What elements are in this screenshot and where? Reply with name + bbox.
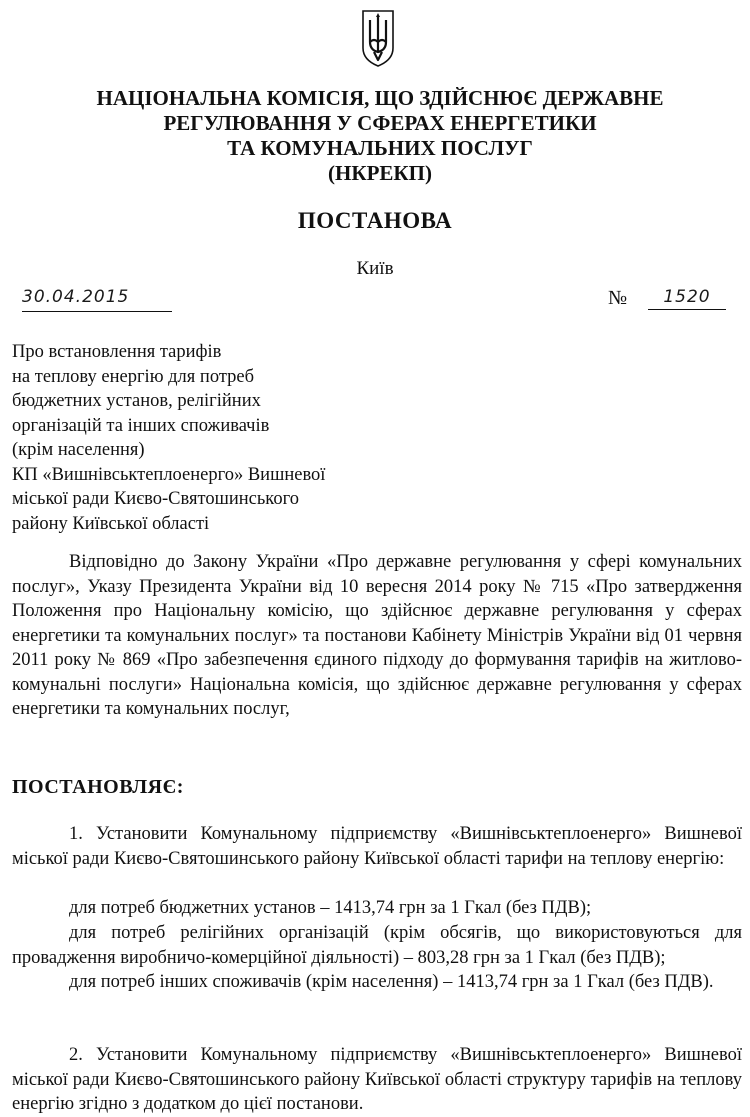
- preamble-paragraph: Відповідно до Закону України «Про державне регулювання у сфері комунальних послуг», Указу Президента України від 10 вересня 2014 року № 715 «Про затвердження Положення про Національну комісію, що здійснює державне регулювання у сферах енергетики та комунальних послуг» та постанови Кабінету Міністрів України від 01 червня 2011 року № 869 «Про забезпечення єдиного підходу до формування тарифів на житлово-комунальні послуги» Національна комісія, що здійснює державне регулювання у сферах енергетики та комунальних послуг,: [12, 552, 742, 719]
- document-subject: [12, 340, 412, 536]
- item-1-religious-tariff: для потреб релігійних організацій (крім обсягів, що використовуються для провадження виробничо-комерційної діяльності) – 803,28 грн за 1 Гкал (без ПДВ);: [12, 923, 742, 968]
- subject-line: бюджетних установ, релігійних: [12, 391, 261, 411]
- item-1-paragraph: 1. Установити Комунальному підприємству «Вишнівськтеплоенерго» Вишневої міської ради Києво-Святошинського району Київської області тарифи на теплову енергію:: [12, 824, 742, 869]
- date-field: [22, 287, 172, 312]
- subject-line: міської ради Києво-Святошинського: [12, 489, 299, 509]
- document-number-field: [608, 285, 728, 311]
- org-line: РЕГУЛЮВАННЯ У СФЕРАХ ЕНЕРГЕТИКИ: [163, 111, 597, 135]
- subject-line: Про встановлення тарифів: [12, 342, 222, 362]
- resolution-heading: ПОСТАНОВЛЯЄ:: [12, 776, 184, 798]
- document-type-title: ПОСТАНОВА: [297, 208, 453, 233]
- issuing-authority: [60, 86, 700, 186]
- number-line: [648, 287, 726, 310]
- item-2-paragraph: 2. Установити Комунальному підприємству «Вишнівськтеплоенерго» Вишневої міської ради Києво-Святошинського району Київської області структуру тарифів на теплову енергію згідно з додатком до цієї постанови.: [12, 1045, 742, 1114]
- handwritten-number: 1520: [663, 287, 711, 307]
- subject-line: (крім населення): [12, 440, 145, 460]
- subject-line: КП «Вишнівськтеплоенерго» Вишневої: [12, 464, 326, 485]
- org-line: ТА КОМУНАЛЬНИХ ПОСЛУГ: [227, 136, 533, 160]
- trident-emblem-icon: [359, 8, 397, 68]
- number-sign: №: [608, 287, 628, 309]
- subject-line: на теплову енергію для потреб: [12, 366, 255, 387]
- city-name: Київ: [356, 258, 394, 279]
- subject-line: району Київської області: [12, 513, 210, 534]
- handwritten-date: 30.04.2015: [22, 287, 130, 307]
- item-1-budget-tariff: для потреб бюджетних установ – 1413,74 грн за 1 Гкал (без ПДВ);: [69, 898, 592, 918]
- subject-line: організацій та інших споживачів: [12, 415, 270, 436]
- org-line: НАЦІОНАЛЬНА КОМІСІЯ, ЩО ЗДІЙСНЮЄ ДЕРЖАВНЕ: [96, 86, 664, 110]
- org-abbreviation: (НКРЕКП): [328, 161, 432, 185]
- item-1-other-consumers-tariff: для потреб інших споживачів (крім населення) – 1413,74 грн за 1 Гкал (без ПДВ).: [69, 972, 714, 992]
